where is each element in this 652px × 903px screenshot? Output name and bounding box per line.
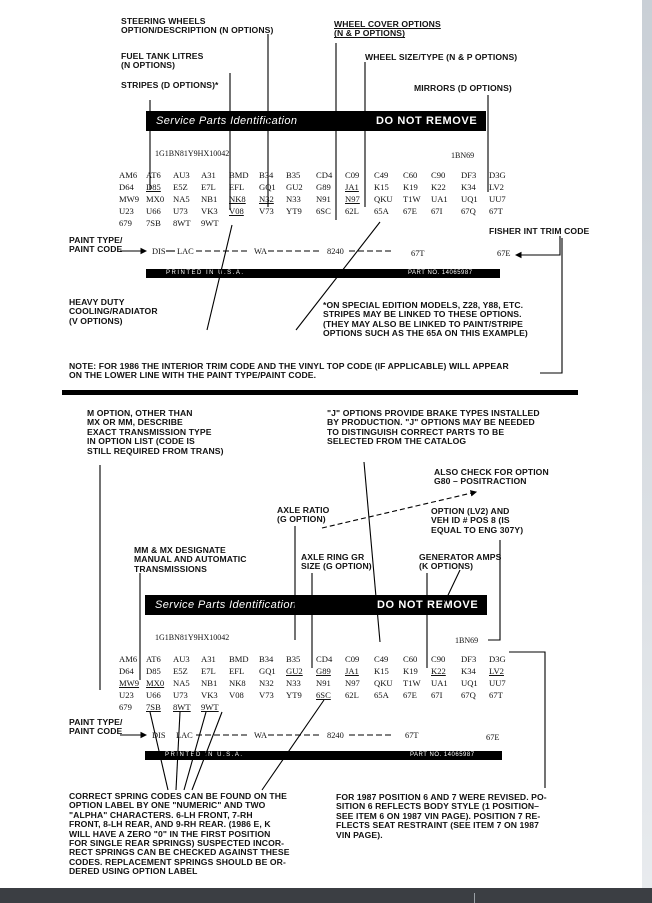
bottom-option-code: C60 xyxy=(403,654,418,664)
do-not-remove: DO NOT REMOVE xyxy=(376,115,478,127)
bottom-option-code: B34 xyxy=(259,654,274,664)
bottom-option-code: N33 xyxy=(286,678,301,688)
viewer-bar-divider xyxy=(474,893,475,903)
callout-steering-wheels: STEERING WHEELS OPTION/DESCRIPTION (N OPTIONS) xyxy=(121,16,274,36)
top-option-code: AT6 xyxy=(146,170,161,180)
top-option-code: 67I xyxy=(431,206,443,216)
callout-fuel-tank: FUEL TANK LITRES (N OPTIONS) xyxy=(121,51,204,71)
bottom-option-code: 67T xyxy=(489,690,503,700)
callout-paint-type: PAINT TYPE/ PAINT CODE xyxy=(69,235,123,255)
top-option-code: MX0 xyxy=(146,194,165,204)
top-option-code: T1W xyxy=(403,194,421,204)
top-option-code: N32 xyxy=(259,194,274,204)
bottom-option-code: N32 xyxy=(259,678,274,688)
vin-number-2: 1G1BN81Y9HX10042 xyxy=(155,633,230,642)
paint-number-2: 8240 xyxy=(327,731,344,740)
section-divider xyxy=(62,390,578,395)
bottom-option-code: 67E xyxy=(403,690,417,700)
bottom-option-code: CD4 xyxy=(316,654,333,664)
bottom-option-code: U73 xyxy=(173,690,188,700)
top-option-code: NA5 xyxy=(173,194,190,204)
top-option-code: NK8 xyxy=(229,194,246,204)
bottom-option-code: 67I xyxy=(431,690,443,700)
bottom-option-code: AU3 xyxy=(173,654,190,664)
leader-note xyxy=(540,238,562,373)
callout-j-options: "J" OPTIONS PROVIDE BRAKE TYPES INSTALLED BY PRODUCTION. "J" OPTIONS MAY BE NEEDED TO DISTINGUISH CORRECT PARTS TO BE SELECTED FROM THE CATALOG xyxy=(327,408,540,447)
top-option-code: B35 xyxy=(286,170,301,180)
bottom-option-code: E7L xyxy=(201,666,216,676)
part-number: PART NO. 14065987 xyxy=(408,270,473,276)
printed-in-usa-2: PRINTED IN U.S.A. xyxy=(165,752,244,758)
bottom-option-code: 7SB xyxy=(146,702,161,712)
top-option-code: C09 xyxy=(345,170,360,180)
spid-header-band xyxy=(146,111,486,131)
top-option-code: 6SC xyxy=(316,206,331,216)
top-option-code: LV2 xyxy=(489,182,504,192)
callout-paint-type-2: PAINT TYPE/ PAINT CODE xyxy=(69,717,123,737)
callout-wheel-cover: WHEEL COVER OPTIONS (N & P OPTIONS) xyxy=(334,19,441,39)
bottom-option-code: MW9 xyxy=(119,678,140,688)
part-number-2: PART NO. 14065987 xyxy=(410,752,475,758)
bottom-option-code: DF3 xyxy=(461,654,477,664)
bottom-option-code: EFL xyxy=(229,666,245,676)
callout-1987-revision: FOR 1987 POSITION 6 AND 7 WERE REVISED. PO- SITION 6 REFLECTS BODY STYLE (1 POSITION– SEE ITEM 6 ON 1987 VIN PAGE). POSITION 7 RE- FLECTS SEAT RESTRAINT (SEE ITEM 7 ON 1987 VIN PAGE). xyxy=(336,792,547,840)
top-option-code: MW9 xyxy=(119,194,140,204)
top-option-code: C49 xyxy=(374,170,389,180)
bottom-option-code: V73 xyxy=(259,690,274,700)
vin-number: 1G1BN81Y9HX10042 xyxy=(155,149,230,158)
top-option-code: V08 xyxy=(229,206,244,216)
bottom-option-code: D85 xyxy=(146,666,161,676)
bottom-option-code: 6SC xyxy=(316,690,331,700)
bottom-option-code: LV2 xyxy=(489,666,504,676)
top-option-code: 8WT xyxy=(173,218,191,228)
bottom-option-code: N91 xyxy=(316,678,331,688)
top-option-code: C90 xyxy=(431,170,446,180)
do-not-remove-2: DO NOT REMOVE xyxy=(377,599,479,611)
callout-mm-mx: MM & MX DESIGNATE MANUAL AND AUTOMATIC TRANSMISSIONS xyxy=(134,545,247,574)
bottom-option-code: A31 xyxy=(201,654,216,664)
bottom-option-code: 9WT xyxy=(201,702,219,712)
top-option-code: UA1 xyxy=(431,194,448,204)
paint-lac-2: LAC xyxy=(176,731,193,740)
top-option-code: E7L xyxy=(201,182,216,192)
paint-wa-2: WA xyxy=(254,731,268,740)
callout-heavy-duty: HEAVY DUTY COOLING/RADIATOR (V OPTIONS) xyxy=(69,297,158,326)
top-option-code: 7SB xyxy=(146,218,161,228)
bottom-option-code: U23 xyxy=(119,690,134,700)
top-option-code: DF3 xyxy=(461,170,477,180)
callout-axle-ratio: AXLE RATIO (G OPTION) xyxy=(277,505,330,525)
bottom-option-code: T1W xyxy=(403,678,421,688)
leader-fisher xyxy=(516,236,560,255)
bottom-option-code: B35 xyxy=(286,654,301,664)
top-option-code: D64 xyxy=(119,182,134,192)
top-option-code: CD4 xyxy=(316,170,333,180)
label-footer-strip-2 xyxy=(145,751,502,760)
viewer-bottom-bar xyxy=(0,888,652,903)
label-footer-strip xyxy=(146,269,500,278)
bottom-option-code: 8WT xyxy=(173,702,191,712)
bottom-option-code: GU2 xyxy=(286,666,303,676)
top-option-code: D3G xyxy=(489,170,506,180)
bottom-option-code: BMD xyxy=(229,654,249,664)
bottom-option-code: VK3 xyxy=(201,690,218,700)
bottom-option-code: UA1 xyxy=(431,678,448,688)
paint-wa: WA xyxy=(254,247,268,256)
top-option-code: 67E xyxy=(403,206,417,216)
top-option-code: GQ1 xyxy=(259,182,276,192)
bottom-option-code: C49 xyxy=(374,654,389,664)
trim-67e: 67E xyxy=(497,249,511,258)
top-option-code: U73 xyxy=(173,206,188,216)
top-option-code: UU7 xyxy=(489,194,506,204)
model-code: 1BN69 xyxy=(451,151,475,160)
top-option-code: N33 xyxy=(286,194,301,204)
bottom-option-code: UU7 xyxy=(489,678,506,688)
leader-1987 xyxy=(509,652,545,788)
paint-number: 8240 xyxy=(327,247,344,256)
top-option-code: 62L xyxy=(345,206,359,216)
bottom-option-code: D64 xyxy=(119,666,134,676)
bottom-option-code: GQ1 xyxy=(259,666,276,676)
top-option-code: K15 xyxy=(374,182,389,192)
bottom-option-code: K19 xyxy=(403,666,418,676)
top-option-code: GU2 xyxy=(286,182,303,192)
top-option-code: UQ1 xyxy=(461,194,478,204)
spid-title-2: Service Parts Identification xyxy=(155,599,297,611)
top-option-code: K22 xyxy=(431,182,446,192)
top-option-code: U66 xyxy=(146,206,161,216)
note-1986: NOTE: FOR 1986 THE INTERIOR TRIM CODE AND THE VINYL TOP CODE (IF APPLICABLE) WILL APPEAR ON THE LOWER LINE WITH THE PAINT TYPE/PAINT CODE. xyxy=(69,361,509,381)
trim-67t: 67T xyxy=(411,249,425,258)
callout-m-option: M OPTION, OTHER THAN MX OR MM, DESCRIBE EXACT TRANSMISSION TYPE IN OPTION LIST (CODE IS STILL REQUIRED FROM TRANS) xyxy=(87,408,224,456)
bottom-option-code: 67Q xyxy=(461,690,476,700)
paint-dis-2: DIS xyxy=(152,731,166,740)
top-option-code: B34 xyxy=(259,170,274,180)
top-option-code: C60 xyxy=(403,170,418,180)
top-option-code: K19 xyxy=(403,182,418,192)
vertical-scrollbar[interactable] xyxy=(642,0,652,888)
top-option-code: G89 xyxy=(316,182,331,192)
callout-fisher-trim: FISHER INT TRIM CODE xyxy=(489,226,590,236)
bottom-option-code: E5Z xyxy=(173,666,188,676)
bottom-option-code: MX0 xyxy=(146,678,165,688)
bottom-option-code: QKU xyxy=(374,678,393,688)
bottom-option-code: NA5 xyxy=(173,678,190,688)
bottom-option-code: AM6 xyxy=(119,654,138,664)
trim-67e-2: 67E xyxy=(486,733,500,742)
top-option-code: N91 xyxy=(316,194,331,204)
leader-6sc xyxy=(262,700,324,790)
bottom-option-code: NB1 xyxy=(201,678,218,688)
top-option-code: 65A xyxy=(374,206,389,216)
bottom-option-code: K22 xyxy=(431,666,446,676)
top-option-code: N97 xyxy=(345,194,360,204)
top-option-code: BMD xyxy=(229,170,249,180)
callout-generator: GENERATOR AMPS (K OPTIONS) xyxy=(419,552,502,572)
top-option-code: YT9 xyxy=(286,206,302,216)
model-code-2: 1BN69 xyxy=(455,636,479,645)
callout-wheel-size: WHEEL SIZE/TYPE (N & P OPTIONS) xyxy=(365,52,518,62)
top-option-code: K34 xyxy=(461,182,476,192)
bottom-option-code: G89 xyxy=(316,666,331,676)
bottom-option-code: K15 xyxy=(374,666,389,676)
callout-special-edition: *ON SPECIAL EDITION MODELS, Z28, Y88, ETC. STRIPES MAY BE LINKED TO THESE OPTIONS. (THEY MAY ALSO BE LINKED TO PAINT/STRIPE OPTIONS SUCH AS THE 65A ON THIS EXAMPLE) xyxy=(323,300,528,339)
paint-dis: DIS xyxy=(152,247,166,256)
top-option-code: V73 xyxy=(259,206,274,216)
printed-in-usa: PRINTED IN U.S.A. xyxy=(166,270,245,276)
top-option-code: NB1 xyxy=(201,194,218,204)
bottom-option-code: JA1 xyxy=(345,666,359,676)
top-option-code: VK3 xyxy=(201,206,218,216)
bottom-option-code: K34 xyxy=(461,666,476,676)
top-option-code: QKU xyxy=(374,194,393,204)
leader-j-options xyxy=(364,462,380,642)
bottom-option-code: YT9 xyxy=(286,690,302,700)
spid-header-band-2 xyxy=(145,595,487,615)
callout-stripes: STRIPES (D OPTIONS)* xyxy=(121,80,219,90)
top-option-code: 67T xyxy=(489,206,503,216)
bottom-option-code: D3G xyxy=(489,654,506,664)
bottom-option-code: NK8 xyxy=(229,678,246,688)
bottom-option-code: C09 xyxy=(345,654,360,664)
top-option-code: 67Q xyxy=(461,206,476,216)
bottom-option-code: 65A xyxy=(374,690,389,700)
top-option-code: AM6 xyxy=(119,170,138,180)
bottom-option-code: AT6 xyxy=(146,654,161,664)
trim-67t-2: 67T xyxy=(405,731,419,740)
top-option-code: EFL xyxy=(229,182,245,192)
paint-lac: LAC xyxy=(177,247,194,256)
callout-also-check: ALSO CHECK FOR OPTION G80 – POSITRACTION xyxy=(434,467,549,487)
spid-title: Service Parts Identification xyxy=(156,115,298,127)
callout-option-lv2: OPTION (LV2) AND VEH ID # POS 8 (IS EQUAL TO ENG 307Y) xyxy=(431,506,524,535)
top-option-code: E5Z xyxy=(173,182,188,192)
top-option-code: AU3 xyxy=(173,170,190,180)
callout-axle-ring: AXLE RING GR SIZE (G OPTION) xyxy=(301,552,372,572)
bottom-option-code: N97 xyxy=(345,678,360,688)
callout-mirrors: MIRRORS (D OPTIONS) xyxy=(414,83,512,93)
bottom-option-code: UQ1 xyxy=(461,678,478,688)
top-option-code: D85 xyxy=(146,182,161,192)
bottom-option-code: 62L xyxy=(345,690,359,700)
bottom-option-code: U66 xyxy=(146,690,161,700)
top-option-code: U23 xyxy=(119,206,134,216)
bottom-option-code: 679 xyxy=(119,702,132,712)
top-option-code: A31 xyxy=(201,170,216,180)
top-option-code: JA1 xyxy=(345,182,359,192)
top-option-code: 9WT xyxy=(201,218,219,228)
callout-spring-codes: CORRECT SPRING CODES CAN BE FOUND ON THE OPTION LABEL BY ONE "NUMERIC" AND TWO "ALPHA" CHARACTERS. 6-LH FRONT, 7-RH FRONT, 8-LH REAR, AND 9-RH REAR. (1986 E, K WILL HAVE A ZERO "0" IN THE FIRST POSITION FOR SINGLE REAR SPRINGS) SUSPECTED INCOR- RECT SPRINGS CAN BE CHECKED AGAINST THESE CODES. REPLACEMENT SPRINGS SHOULD BE OR- DERED USING OPTION LABEL xyxy=(69,791,290,877)
top-option-code: 679 xyxy=(119,218,132,228)
bottom-option-code: V08 xyxy=(229,690,244,700)
bottom-option-code: C90 xyxy=(431,654,446,664)
